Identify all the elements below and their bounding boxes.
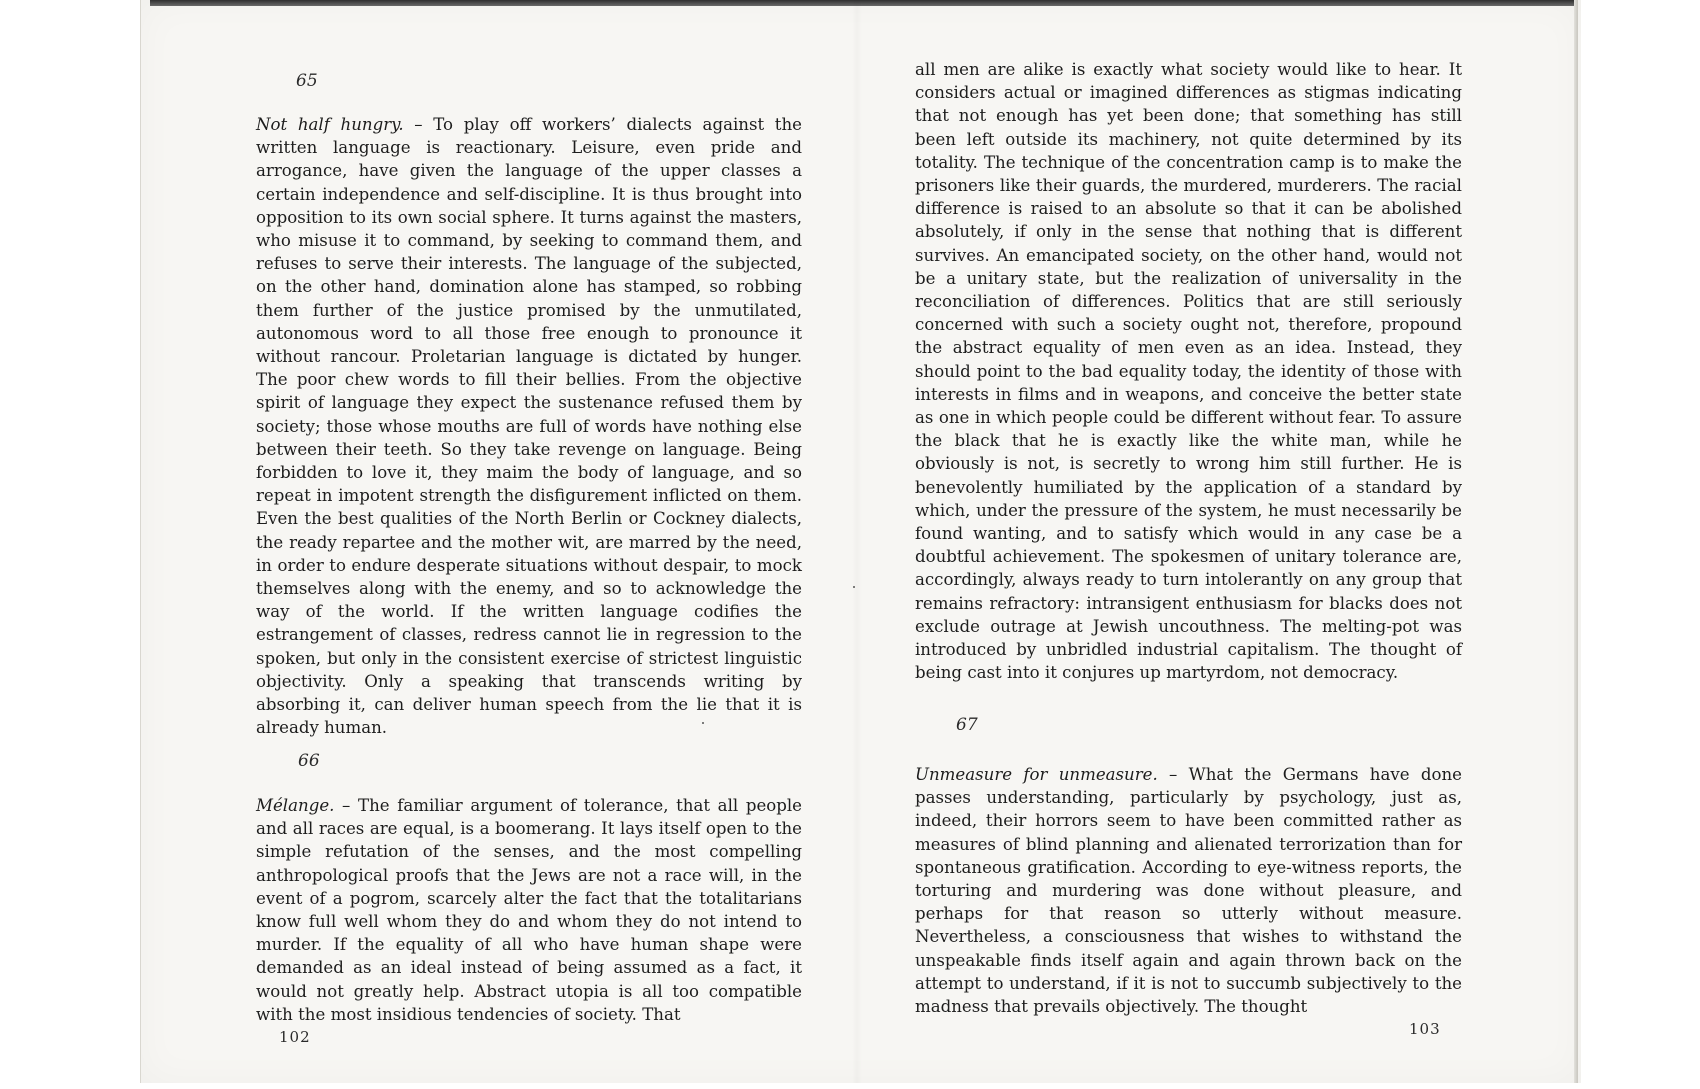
section-67-body: What the Germans have done passes understanding, particularly by psychology, just as, indeed, their horrors seem to have been committed rather as measures of blind planning and alienated terrorization than for spontaneous gratification. According to eye-witness reports, the torturing and murdering was done without pleasure, and perhaps for that reason so utterly without measure. Nevertheless, a consciousness that wishes to withstand the unspeakable finds itself again and again thrown back on the attempt to understand, if it is not to succumb subjectively to the madness that prevails objectively. The thought bbox=[915, 765, 1462, 1017]
section-number-66: 66 bbox=[298, 751, 320, 771]
continuation-paragraph: all men are alike is exactly what society would like to hear. It considers actual or imagined differences as stigmas indicating that not enough has yet been done; that something has still been left outside its machinery, not quite determined by its totality. The technique of the concentration camp is to make the prisoners like their guards, the murdered, murderers. The racial difference is raised to an absolute so that it can be abolished absolutely, if only in the sense that nothing that is different survives. An emancipated society, on the other hand, would not be a unitary state, but the realization of universality in the reconciliation of differences. Politics that are still seriously concerned with such a society ought not, therefore, propound the abstract equality of men even as an idea. Instead, they should point to the bad equality today, the identity of those with interests in films and in weapons, and conceive the better state as one in which people could be different without fear. To assure the black that he is exactly like the white man, while he obviously is not, is secretly to wrong him still further. He is benevolently humiliated by the application of a standard by which, under the pressure of the system, he must necessarily be found wanting, and to satisfy which would in any case be a doubtful achievement. The spokesmen of unitary tolerance are, accordingly, always ready to turn intolerantly on any group that remains refractory: intransigent enthusiasm for blacks does not exclude outrage at Jewish uncouthness. The melting-pot was introduced by unbridled industrial capitalism. The thought of being cast into it conjures up martyrdom, not democracy. bbox=[915, 60, 1462, 683]
scan-speck bbox=[702, 722, 704, 724]
page-number-left: 102 bbox=[279, 1028, 311, 1046]
section-67-text bbox=[915, 763, 1462, 1018]
section-66-continuation bbox=[915, 58, 1462, 684]
page-top-edge bbox=[150, 0, 1575, 6]
scan-speck bbox=[853, 586, 855, 588]
section-67-title: Unmeasure for unmeasure. bbox=[915, 765, 1158, 784]
section-67-paragraph bbox=[915, 763, 1462, 1018]
section-number-67: 67 bbox=[956, 715, 978, 735]
section-67-dash: – bbox=[1157, 765, 1189, 784]
section-65-body: To play off workers’ dialects against the written language is reactionary. Leisure, even pride and arrogance, have given the language of the upper classes a certain independence and self-discipline. It is thus brought into opposition to its own social sphere. It turns against the masters, who misuse it to command, by seeking to command them, and refuses to serve their interests. The language of the subjected, on the other hand, domination alone has stamped, so robbing them further of the justice promised by the unmutilated, autonomous word to all those free enough to pronounce it without rancour. Proletarian language is dictated by hunger. The poor chew words to fill their bellies. From the objective spirit of language they expect the sustenance refused them by society; those whose mouths are full of words have nothing else between their teeth. So they take revenge on language. Being forbidden to love it, they maim the body of language, and so repeat in impotent strength the disfigurement inflicted on them. Even the best qualities of the North Berlin or Cockney dialects, the ready repartee and the mother wit, are marred by the need, in order to endure desperate situations without despair, to mock themselves along with the enemy, and so to acknowledge the way of the world. If the written language codifies the estrangement of classes, redress cannot lie in regression to the spoken, but only in the consistent exercise of strictest linguistic objectivity. Only a speaking that transcends writing by absorbing it, can deliver human speech from the lie that it is already human. bbox=[256, 115, 802, 738]
page-number-right: 103 bbox=[1409, 1020, 1441, 1038]
section-65-text bbox=[256, 113, 802, 739]
section-number-65: 65 bbox=[296, 71, 318, 91]
section-65-dash: – bbox=[403, 115, 434, 134]
book-gutter bbox=[852, 0, 862, 1083]
section-65-paragraph bbox=[256, 113, 802, 739]
page-right-edge bbox=[1574, 0, 1578, 1083]
section-66-body: The familiar argument of tolerance, that all people and all races are equal, is a boomerang. It lays itself open to the simple refutation of the senses, and the most compelling anthropological proofs that the Jews are not a race will, in the event of a pogrom, scarcely alter the fact that the totalitarians know full well whom they do and whom they do not intend to murder. If the equality of all who have human shape were demanded as an ideal instead of being assumed as a fact, it would not greatly help. Abstract utopia is all too compatible with the most insidious tendencies of society. That bbox=[256, 796, 802, 1024]
section-66-dash: – bbox=[334, 796, 358, 815]
section-65-title: Not half hungry. bbox=[256, 115, 404, 134]
section-66-text bbox=[256, 794, 802, 1026]
section-66-title: Mélange. bbox=[256, 796, 335, 815]
section-66-paragraph bbox=[256, 794, 802, 1026]
